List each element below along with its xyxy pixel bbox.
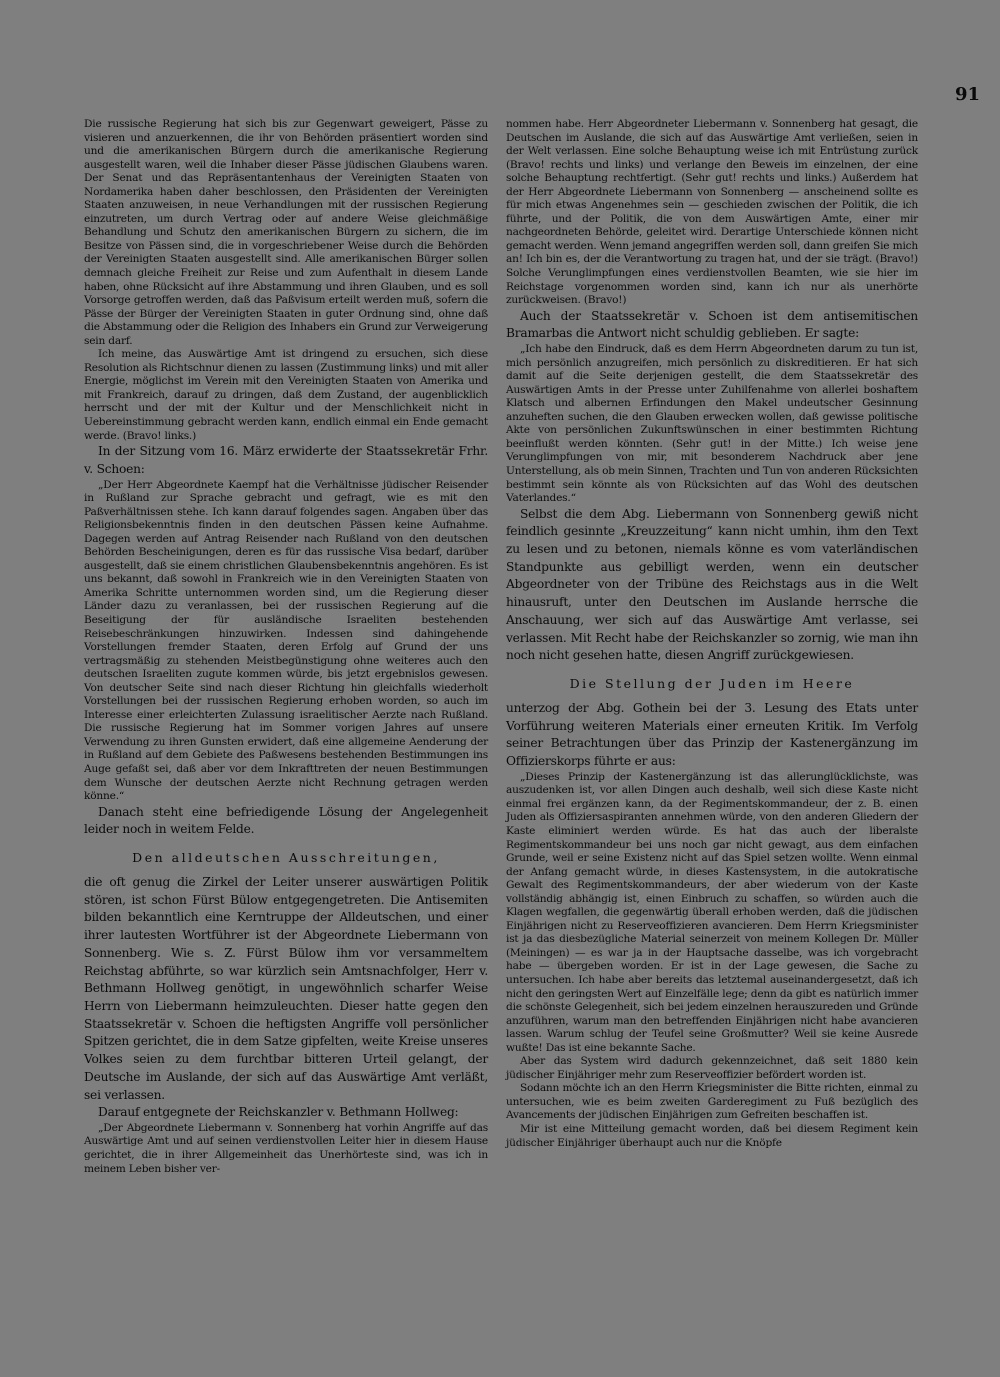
quote-paragraph: Aber das System wird dadurch gekennzeichnet, daß seit 1880 kein jüdischer Einjähriger mehr zum Reserveoffizier befördert worden ist. — [506, 1055, 918, 1081]
right-column — [506, 118, 918, 1150]
paragraph: Darauf entgegnete der Reichskanzler v. Bethmann Hollweg: — [98, 1105, 459, 1120]
page-number: 91 — [954, 84, 980, 105]
quote-paragraph: „Dieses Prinzip der Kastenergänzung ist das allerunglücklichste, was auszudenken ist, vor allen Dingen auch deshalb, weil sich diese Kaste nicht einmal frei ergänzen kann, da der Regimentskommandeur, der z. B. einen Juden als Offiziersaspiranten annehmen würde, von den anderen Gliedern der Kaste eliminiert werden würde. Es hat das auch der liberalste Regimentskommandeur bei uns noch gar nicht gewagt, aus dem einfachen Grunde, weil er seine Existenz nicht auf das Spiel setzen wollte. Wenn einmal der Anfang gemacht würde, in dieses Kastensystem, in die autokratische Gewalt des Regimentskommandeurs, der aber wiederum von der Kaste vollständig abhängig ist, einen Einbruch zu schaffen, so würden auch die Klagen wegfallen, die gegenwärtig überall erhoben werden, daß die jüdischen Einjährigen nicht zu Reserveoffizieren avancieren. Dem Herrn Kriegsminister ist ja das diesbezügliche Material seinerzeit von meinem Kollegen Dr. Müller (Meiningen) — es war ja in der Hauptsache dasselbe, was ich vorgebracht habe — übergeben worden. Er ist in der Lage gewesen, die Sache zu untersuchen. Ich habe aber bereits das letztemal auseinandergesetzt, daß ich nicht den geringsten Wert auf Einzelfälle lege; denn da gibt es natürlich immer die schönste Gelegenheit, sich bei jedem einzelnen herauszureden und Gründe anzuführen, warum man den betreffenden Einjährigen nicht habe avancieren lassen. Warum schlug der Teufel seine Großmutter? Weil sie keine Ausrede wußte! Das ist eine bekannte Sache. — [506, 770, 918, 1054]
paragraph: unterzog der Abg. Gothein bei der 3. Lesung des Etats unter Vorführung weiteren Materials einer erneuten Kritik. Im Verfolg seiner Betrachtungen über das Prinzip der Kastenergänzung im Offizierskorps führte er aus: — [506, 700, 918, 769]
paragraph: Danach steht eine befriedigende Lösung der Angelegenheit leider noch in weitem Felde. — [84, 804, 488, 837]
quote-paragraph: nommen habe. Herr Abgeordneter Liebermann v. Sonnenberg hat gesagt, die Deutschen im Auslande, die sich auf das Auswärtige Amt verließen, seien in der Welt verlassen. Eine solche Behauptung weise ich mit Entrüstung zurück (Bravo! rechts und links) und verlange den Beweis im einzelnen, der eine solche Behauptung rechtfertigt. (Sehr gut! rechts und links.) Außerdem hat der Herr Abgeordnete Liebermann von Sonnenberg — anscheinend sollte es für mich etwas Angenehmes sein — geschieden zwischen der Politik, die ich führte, und der Politik, die von dem Auswärtigen Amte, einer mir nachgeordneten Behörde, geleitet wird. Derartige Unterschiede können nicht gemacht werden. Wenn jemand angegriffen werden soll, dann greifen Sie mich an! Ich bin es, der die Verantwortung zu tragen hat, und der sie trägt. (Bravo!) Solche Verunglimpfungen eines verdienstvollen Beamten, wie sie hier im Reichstage vorgenommen worden sind, kann ich nur als unerhörte zurückweisen. (Bravo!) — [506, 118, 918, 307]
paragraph: Ich meine, das Auswärtige Amt ist dringend zu ersuchen, sich diese Resolution als Richtschnur dienen zu lassen (Zustimmung links) und mit aller Energie, möglichst im Verein mit den Vereinigten Staaten von Amerika und mit Frankreich, darauf zu dringen, daß dem Zustand, der augenblicklich herrscht und der mit der Kultur und der Menschlichkeit nicht in Uebereinstimmung gebracht werden kann, endlich einmal ein Ende gemacht werde. (Bravo! links.) — [84, 348, 488, 442]
paragraph: Die russische Regierung hat sich bis zur Gegenwart geweigert, Pässe zu visieren und anzuerkennen, die ihr von Behörden präsentiert worden sind und die amerikanischen Bürgern durch die amerikanische Regierung ausgestellt waren, weil die Inhaber dieser Pässe jüdischen Glaubens waren. Der Senat und das Repräsentantenhaus der Vereinigten Staaten von Nordamerika haben daher beschlossen, den Präsidenten der Vereinigten Staaten anzuweisen, in neue Verhandlungen mit der russischen Regierung einzutreten, um durch Vertrag oder auf andere Weise gleichmäßige Behandlung und Schutz den amerikanischen Bürgern zu sichern, die im Besitze von Pässen sind, die in vorgeschriebener Weise durch die Behörden der Vereinigten Staaten ausgestellt sind. Alle amerikanischen Bürger sollen demnach gleiche Freiheit zur Reise und zum Aufenthalt in diesem Lande haben, ohne Rücksicht auf ihre Abstammung und ihren Glauben, und es soll Vorsorge getroffen werden, daß das Paßvisum erteilt werden muß, sofern die Pässe der Bürger der Vereinigten Staaten in guter Ordnung sind, ohne daß die Abstammung oder die Religion des Inhabers ein Grund zur Verweigerung sein darf. — [84, 118, 488, 347]
quote-paragraph: Mir ist eine Mitteilung gemacht worden, daß bei diesem Regiment kein jüdischer Einjähriger überhaupt auch nur die Knöpfe — [506, 1122, 918, 1149]
paragraph: die oft genug die Zirkel der Leiter unserer auswärtigen Politik stören, ist schon Fürst Bülow entgegengetreten. Die Antisemiten bilden bekanntlich eine Kerntruppe der Alldeutschen, und einer ihrer lautesten Wortführer ist der Abgeordnete Liebermann von Sonnenberg. Wie s. Z. Fürst Bülow ihm vor versammeltem Reichstag abführte, so war kürzlich sein Amtsnachfolger, Herr v. Bethmann Hollweg genötigt, in ungewöhnlich scharfer Weise Herrn von Liebermann heimzuleuchten. Dieser hatte gegen den Staatssekretär v. Schoen die heftigsten Angriffe voll persönlicher Spitzen gerichtet, die in dem Satze gipfelten, weite Kreise unseres Volkes seien zu dem furchtbar bitteren Urteil gelangt, der Deutsche im Auslande, der sich auf das Auswärtige Amt verläßt, sei verlassen. — [84, 875, 488, 1102]
quote-paragraph: „Der Herr Abgeordnete Kaempf hat die Verhältnisse jüdischer Reisender in Rußland zur Sprache gebracht und gefragt, wie es mit den Paßverhältnissen stehe. Ich kann darauf folgendes sagen. Angaben über das Religionsbekenntnis finden in den deutschen Pässen keine Aufnahme. Dagegen werden auf Antrag Reisender nach Rußland von den deutschen Behörden Bescheinigungen, deren es für das russische Visa bedarf, darüber ausgestellt, daß sie einem christlichen Glaubensbekenntnis angehören. Es ist uns bekannt, daß sowohl in Frankreich wie in den Vereinigten Staaten von Amerika Schritte unternommen worden sind, um die Regierung dieser Länder dazu zu veranlassen, bei der russischen Regierung auf die Beseitigung der für ausländische Israeliten bestehenden Reisebeschränkungen hinzuwirken. Indessen sind dahingehende Vorstellungen fremder Staaten, deren Erfolg auf Grund der uns vertragsmäßig zu stehenden Meistbegünstigung ohne weiteres auch den deutschen Israeliten zugute kommen würde, bis jetzt ergebnislos gewesen. Von deutscher Seite sind nach dieser Richtung hin gleichfalls wiederholt Vorstellungen bei der russischen Regierung erhoben worden, so auch im Interesse einer erleichterten Zulassung israelitischer Aerzte nach Rußland. Die russische Regierung hat im Sommer vorigen Jahres auf unsere Verwendung zu ihren Gunsten erwidert, daß eine allgemeine Aenderung der in Rußland auf dem Gebiete des Paßwesens bestehenden Bestimmungen ins Auge gefaßt sei, daß aber vor dem Inkrafttreten der neuen Bestimmungen dem Wunsche der deutschen Aerzte nicht Rechnung getragen werden könne.“ — [84, 478, 488, 803]
paragraph: In der Sitzung vom 16. März erwiderte der Staatssekretär Frhr. v. Schoen: — [84, 444, 488, 476]
left-column — [84, 118, 488, 1176]
paragraph: Selbst die dem Abg. Liebermann von Sonnenberg gewiß nicht feindlich gesinnte „Kreuzzeitung“ kann nicht umhin, ihm den Text zu lesen und zu betonen, niemals könne es vom vaterländischen Standpunkte aus gebilligt werden, wenn ein deutscher Abgeordneter von der Tribüne des Reichstags aus in die Welt hinausruft, unter den Deutschen im Auslande herrsche die Anschauung, wer sich auf das Auswärtige Amt verlasse, sei verlassen. Mit Recht habe der Reichskanzler so zornig, wie man ihn noch nicht gesehen hatte, diesen Angriff zurückgewiesen. — [506, 506, 918, 663]
section-heading: Den alldeutschen Ausschreitungen, — [132, 850, 440, 866]
quote-paragraph: „Der Abgeordnete Liebermann v. Sonnenberg hat vorhin Angriffe auf das Auswärtige Amt und auf seinen verdienstvollen Leiter hier in diesem Hause gerichtet, die in ihrer Allgemeinheit das Unerhörteste sind, was ich in meinem Leben bisher ver- — [84, 1121, 488, 1175]
section-heading: Die Stellung der Juden im Heere — [569, 675, 855, 691]
quote-paragraph: Sodann möchte ich an den Herrn Kriegsminister die Bitte richten, einmal zu untersuchen, wie es beim zweiten Garderegiment zu Fuß bezüglich des Avancements der jüdischen Einjährigen zum Gefreiten beschaffen ist. — [506, 1082, 918, 1122]
paragraph: Auch der Staatssekretär v. Schoen ist dem antisemitischen Bramarbas die Antwort nicht schuldig geblieben. Er sagte: — [506, 308, 918, 341]
quote-paragraph: „Ich habe den Eindruck, daß es dem Herrn Abgeordneten darum zu tun ist, mich persönlich anzugreifen, mich persönlich zu diskreditieren. Er hat sich damit auf die Seite derjenigen gestellt, die dem Staatssekretär des Auswärtigen Amts in der Presse unter Zuhilfenahme von allerlei boshaftem Klatsch und albernen Erfindungen den Makel undeutscher Gesinnung anzuheften suchen, die den Glauben erwecken wollen, daß gewisse politische Akte von persönlichen Zukunftswünschen in einer bestimmten Richtung beeinflußt werden könnten. (Sehr gut! in der Mitte.) Ich weise jene Verunglimpfungen von mir, mit besonderem Nachdruck aber jene Unterstellung, als ob mein Sinnen, Trachten und Tun von anderen Rücksichten bestimmt sein könnte als von Rücksichten auf das Wohl des deutschen Vaterlandes.“ — [506, 343, 918, 505]
